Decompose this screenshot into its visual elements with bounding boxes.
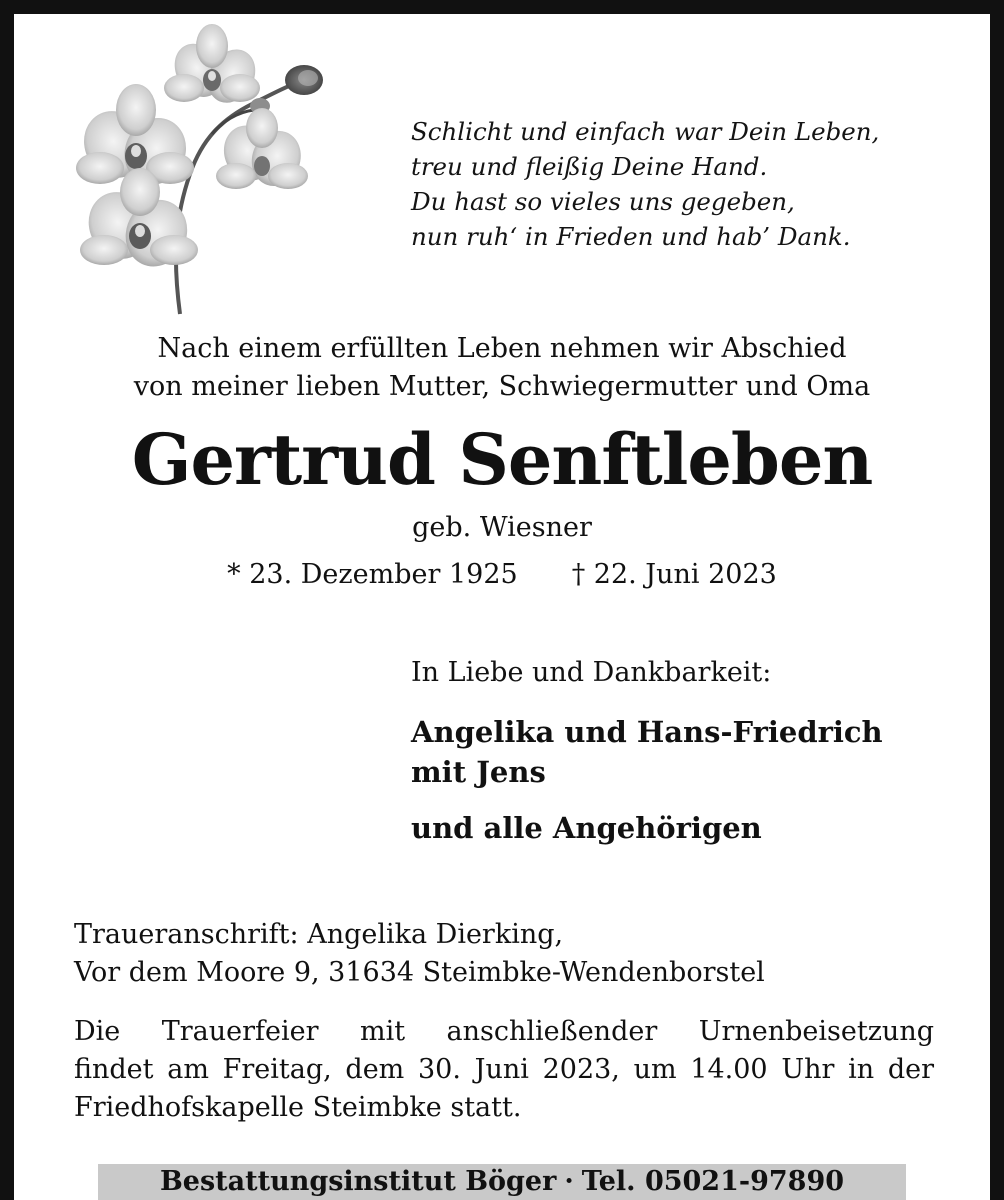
poem — [411, 114, 879, 254]
funeral-home-phone: Tel. 05021-97890 — [581, 1166, 845, 1197]
funeral-home-name: Bestattungsinstitut Böger — [159, 1166, 557, 1197]
mourners-intro: In Liebe und Dankbarkeit: — [411, 657, 772, 688]
birth-date: * 23. Dezember 1925 — [227, 559, 518, 590]
mourning-address — [74, 916, 765, 992]
poem-line: treu und fleißig Deine Hand. — [411, 152, 768, 181]
deceased-name: Gertrud Senftleben — [131, 418, 873, 501]
intro-line: von meiner lieben Mutter, Schwiegermutter und Oma — [133, 371, 871, 402]
address-line: Vor dem Moore 9, 31634 Steimbke-Wendenborstel — [74, 957, 765, 988]
footer-separator: · — [564, 1166, 574, 1197]
mourners-list — [411, 712, 883, 848]
ceremony-line: Friedhofskapelle Steimbke statt. — [74, 1092, 522, 1123]
poem-line: nun ruh‘ in Frieden und hab’ Dank. — [411, 222, 851, 251]
death-date: † 22. Juni 2023 — [571, 559, 777, 590]
mourner-line: mit Jens — [411, 755, 546, 789]
mourner-line: und alle Angehörigen — [411, 811, 762, 845]
poem-line: Schlicht und einfach war Dein Leben, — [411, 117, 880, 146]
maiden-name: geb. Wiesner — [412, 512, 592, 543]
ceremony-line: findet am Freitag, dem 30. Juni 2023, um 14.00 Uhr in der — [74, 1054, 934, 1085]
ceremony-line: Die Trauerfeier mit anschließender Urnenbeisetzung — [74, 1016, 934, 1047]
farewell-intro — [0, 330, 1004, 406]
orchid-image — [72, 24, 332, 324]
poem-line: Du hast so vieles uns gegeben, — [411, 187, 795, 216]
ceremony-info — [74, 1013, 934, 1127]
funeral-home-footer — [98, 1164, 906, 1200]
life-dates — [0, 557, 1004, 593]
address-line: Traueranschrift: Angelika Dierking, — [74, 919, 564, 950]
intro-line: Nach einem erfüllten Leben nehmen wir Abschied — [157, 333, 847, 364]
mourner-line: Angelika und Hans-Friedrich — [411, 715, 883, 749]
